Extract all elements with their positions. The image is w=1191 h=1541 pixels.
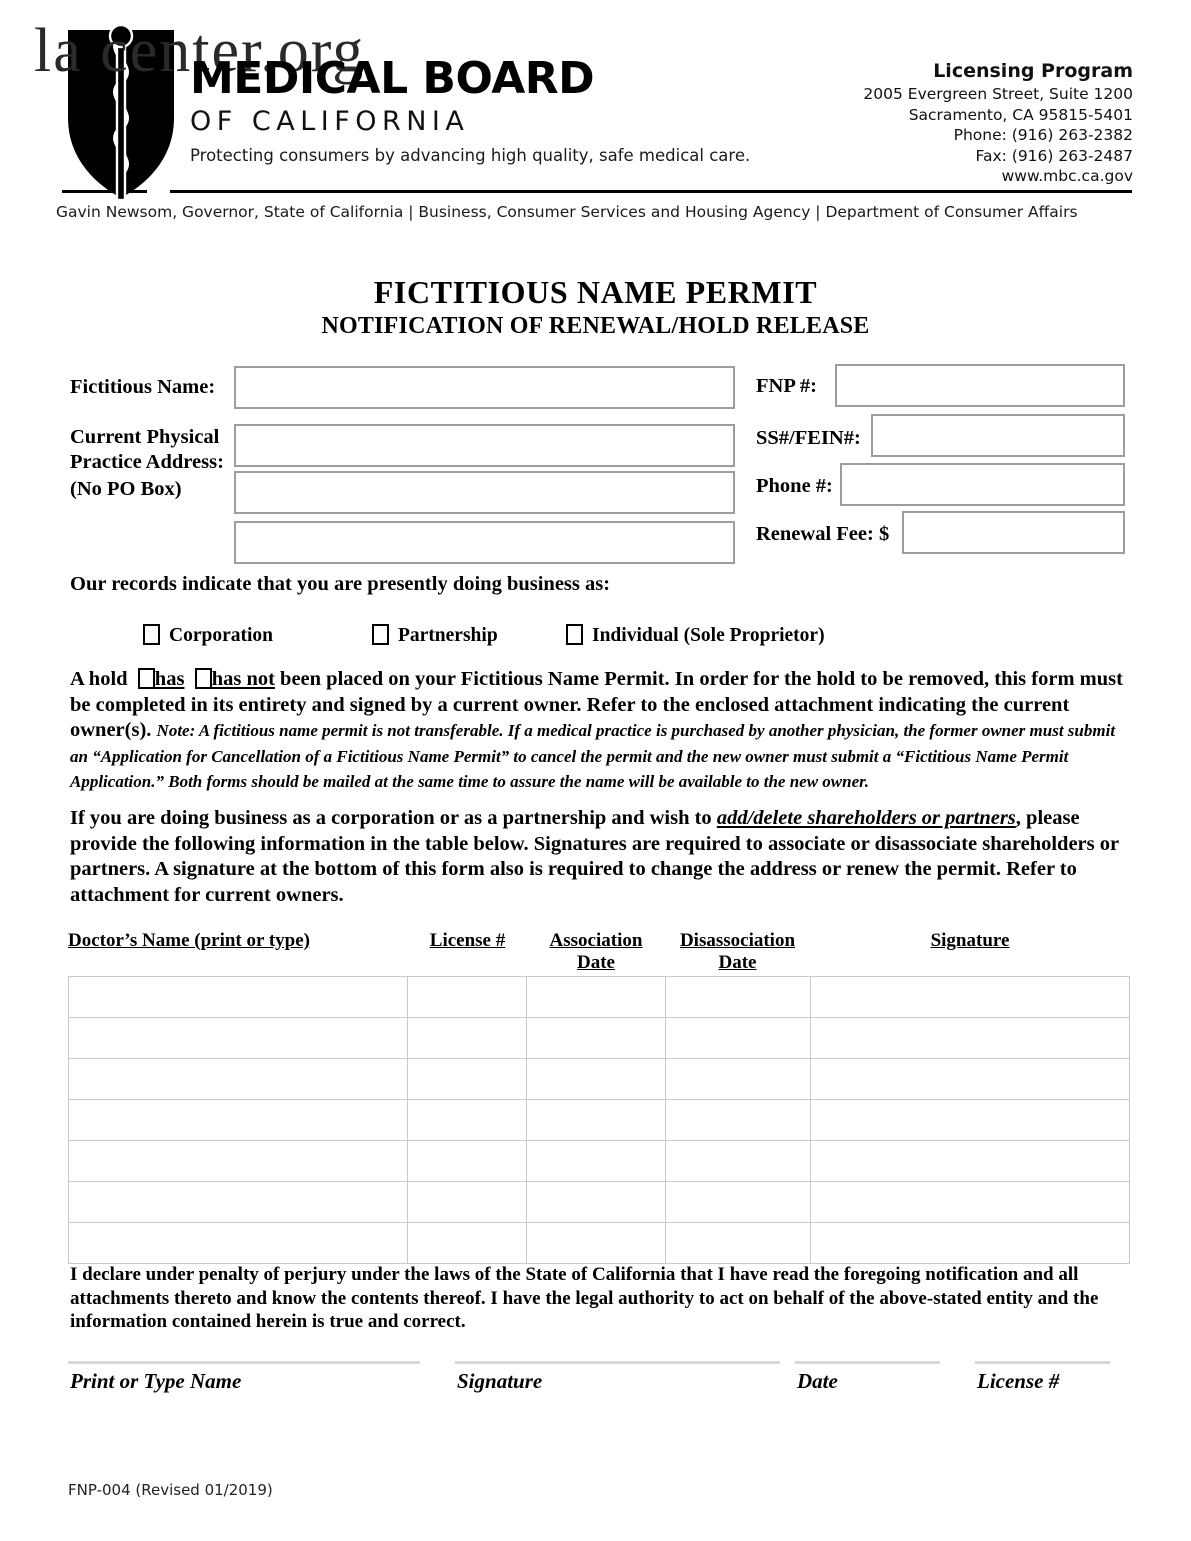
shareholders-paragraph bbox=[70, 806, 1132, 908]
print-name-line[interactable] bbox=[68, 1361, 420, 1364]
licensing-program-contact bbox=[833, 58, 1133, 187]
cell-signature[interactable] bbox=[810, 1100, 1129, 1141]
hold-paragraph bbox=[70, 667, 1132, 795]
checkbox-corporation-label: Corporation bbox=[169, 625, 273, 646]
address-line-1: 2005 Evergreen Street, Suite 1200 bbox=[863, 85, 1133, 103]
business-type-options bbox=[0, 624, 1191, 652]
shareholders-part2: , please provide the following information in the table below. Signatures are required to associate or disassociate shareholders or partners. A signature at the bottom of this form also is required to change the address or renew the permit. Refer to attachment for current owners. bbox=[70, 807, 1119, 906]
org-name-line1: MEDICAL BOARD bbox=[190, 53, 595, 104]
column-header-doctors-name: Doctor’s Name (print or type) bbox=[68, 930, 310, 951]
column-header-disassociation-date: Disassociation Date bbox=[679, 930, 796, 973]
table-row[interactable] bbox=[69, 1223, 1130, 1264]
cell-disassociation-date[interactable] bbox=[665, 1223, 810, 1264]
signature-line[interactable] bbox=[455, 1361, 780, 1364]
hold-lead-text: A hold bbox=[70, 668, 128, 690]
org-tagline: Protecting consumers by advancing high quality, safe medical care. bbox=[190, 146, 751, 165]
table-row[interactable] bbox=[69, 977, 1130, 1018]
cell-disassociation-date[interactable] bbox=[665, 1100, 810, 1141]
checkbox-option-partnership[interactable] bbox=[372, 624, 498, 647]
practice-address-input-2[interactable] bbox=[234, 471, 735, 514]
ss-fein-input[interactable] bbox=[871, 414, 1125, 457]
cell-doctors-name[interactable] bbox=[69, 1059, 408, 1100]
shareholders-emphasis: add/delete shareholders or partners bbox=[716, 807, 1016, 829]
fnp-number-label: FNP #: bbox=[756, 375, 817, 397]
checkbox-has-not-box[interactable] bbox=[195, 668, 212, 689]
checkbox-has-box[interactable] bbox=[138, 668, 155, 689]
column-header-signature: Signature bbox=[930, 930, 1010, 951]
program-name: Licensing Program bbox=[933, 60, 1133, 82]
signature-label: Signature bbox=[457, 1369, 543, 1393]
table-row[interactable] bbox=[69, 1018, 1130, 1059]
cell-doctors-name[interactable] bbox=[69, 1223, 408, 1264]
cell-license[interactable] bbox=[408, 1141, 527, 1182]
checkbox-partnership-label: Partnership bbox=[398, 625, 498, 646]
license-number-line[interactable] bbox=[975, 1361, 1110, 1364]
table-row[interactable] bbox=[69, 1059, 1130, 1100]
cell-association-date[interactable] bbox=[527, 1223, 665, 1264]
declaration-text: I declare under penalty of perjury under the laws of the State of California that I have read the foregoing notification and all attachments thereto and know the contents thereof. I have the legal authority to act on behalf of the above-stated entity and the information contained herein is true and correct. bbox=[70, 1264, 1099, 1332]
column-header-association-date: Association Date bbox=[549, 930, 643, 973]
government-agency-line: Gavin Newsom, Governor, State of California | Business, Consumer Services and Housing Agency | Department of Consumer Affairs bbox=[56, 203, 1078, 221]
cell-association-date[interactable] bbox=[527, 1141, 665, 1182]
hold-body-text: been placed on your Fictitious Name Permit. In order for the hold to be removed, this form must be completed in its entirety and signed by a current owner. Refer to the enclosed attachment indicating the current owner(s). bbox=[70, 668, 1123, 741]
cell-doctors-name[interactable] bbox=[69, 1018, 408, 1059]
fnp-number-input[interactable] bbox=[835, 364, 1125, 407]
shareholders-part1: If you are doing business as a corporation or as a partnership and wish to bbox=[70, 807, 717, 829]
checkbox-option-individual[interactable] bbox=[566, 624, 825, 647]
checkbox-individual-label: Individual (Sole Proprietor) bbox=[592, 625, 825, 646]
org-title-block bbox=[190, 55, 750, 167]
license-number-label: License # bbox=[977, 1369, 1060, 1393]
phone-line: Phone: (916) 263-2382 bbox=[953, 126, 1133, 144]
column-header-license: License # bbox=[429, 930, 506, 951]
cell-doctors-name[interactable] bbox=[69, 1100, 408, 1141]
fictitious-name-label: Fictitious Name: bbox=[70, 376, 216, 398]
page-subtitle: NOTIFICATION OF RENEWAL/HOLD RELEASE bbox=[321, 313, 870, 339]
cell-association-date[interactable] bbox=[527, 1059, 665, 1100]
cell-disassociation-date[interactable] bbox=[665, 1018, 810, 1059]
practice-address-label-line1: Current Physical bbox=[70, 426, 220, 448]
cell-disassociation-date[interactable] bbox=[665, 1059, 810, 1100]
cell-disassociation-date[interactable] bbox=[665, 1141, 810, 1182]
checkbox-has-not-label: has not bbox=[211, 668, 275, 690]
cell-signature[interactable] bbox=[810, 1182, 1129, 1223]
address-line-2: Sacramento, CA 95815-5401 bbox=[908, 105, 1133, 124]
checkbox-has-label: has bbox=[154, 668, 185, 690]
cell-signature[interactable] bbox=[810, 1141, 1129, 1182]
header-rule-right bbox=[170, 190, 1132, 193]
table-row[interactable] bbox=[69, 1100, 1130, 1141]
cell-signature[interactable] bbox=[810, 1018, 1129, 1059]
page-title: FICTITIOUS NAME PERMIT bbox=[373, 274, 818, 310]
form-number-footer: FNP-004 (Revised 01/2019) bbox=[68, 1481, 273, 1499]
cell-license[interactable] bbox=[408, 1182, 527, 1223]
table-row[interactable] bbox=[69, 1141, 1130, 1182]
cell-signature[interactable] bbox=[810, 1223, 1129, 1264]
cell-disassociation-date[interactable] bbox=[665, 977, 810, 1018]
phone-number-label: Phone #: bbox=[756, 475, 833, 497]
practice-address-input-3[interactable] bbox=[234, 521, 735, 564]
business-type-prompt: Our records indicate that you are presently doing business as: bbox=[70, 573, 611, 595]
website-line[interactable]: www.mbc.ca.gov bbox=[1001, 167, 1133, 185]
cell-license[interactable] bbox=[408, 1059, 527, 1100]
fax-line: Fax: (916) 263-2487 bbox=[975, 146, 1133, 165]
cell-doctors-name[interactable] bbox=[69, 1182, 408, 1223]
cell-signature[interactable] bbox=[810, 977, 1129, 1018]
checkbox-corporation-box[interactable] bbox=[143, 624, 160, 645]
checkbox-individual-box[interactable] bbox=[566, 624, 583, 645]
phone-number-input[interactable] bbox=[840, 463, 1125, 506]
renewal-fee-label: Renewal Fee: $ bbox=[756, 523, 890, 545]
date-label: Date bbox=[797, 1369, 838, 1393]
cell-association-date[interactable] bbox=[527, 1018, 665, 1059]
checkbox-option-corporation[interactable] bbox=[143, 624, 273, 647]
practice-address-label-line3: (No PO Box) bbox=[70, 478, 182, 500]
cell-association-date[interactable] bbox=[527, 977, 665, 1018]
checkbox-partnership-box[interactable] bbox=[372, 624, 389, 645]
renewal-fee-input[interactable] bbox=[902, 511, 1125, 554]
cell-license[interactable] bbox=[408, 1223, 527, 1264]
org-name-line2: OF CALIFORNIA bbox=[190, 106, 470, 137]
document-header bbox=[0, 0, 1191, 230]
print-name-label: Print or Type Name bbox=[70, 1369, 242, 1393]
owners-table-body bbox=[69, 977, 1130, 1264]
ss-fein-label: SS#/FEIN#: bbox=[756, 427, 861, 449]
date-line[interactable] bbox=[795, 1361, 940, 1364]
cell-doctors-name[interactable] bbox=[69, 977, 408, 1018]
cell-license[interactable] bbox=[408, 1018, 527, 1059]
cell-disassociation-date[interactable] bbox=[665, 1182, 810, 1223]
table-row[interactable] bbox=[69, 1182, 1130, 1223]
cell-doctors-name[interactable] bbox=[69, 1141, 408, 1182]
cell-signature[interactable] bbox=[810, 1059, 1129, 1100]
cell-license[interactable] bbox=[408, 1100, 527, 1141]
owners-table[interactable] bbox=[68, 976, 1130, 1264]
hold-note-text: Note: A fictitious name permit is not transferable. If a medical practice is purchased by another physician, the former owner must submit an “Application for Cancellation of a Fictitious Name Permit” to cancel the permit and the new owner must submit a “Fictitious Name Permit Application.” Both forms should be mailed at the same time to assure the name will be available to the new owner. bbox=[70, 721, 1116, 791]
cell-association-date[interactable] bbox=[527, 1182, 665, 1223]
practice-address-input-1[interactable] bbox=[234, 424, 735, 467]
cell-association-date[interactable] bbox=[527, 1100, 665, 1141]
scan-watermark: la center.org bbox=[34, 17, 366, 85]
cell-license[interactable] bbox=[408, 977, 527, 1018]
fictitious-name-input[interactable] bbox=[234, 366, 735, 409]
practice-address-label-line2: Practice Address: bbox=[70, 451, 224, 473]
